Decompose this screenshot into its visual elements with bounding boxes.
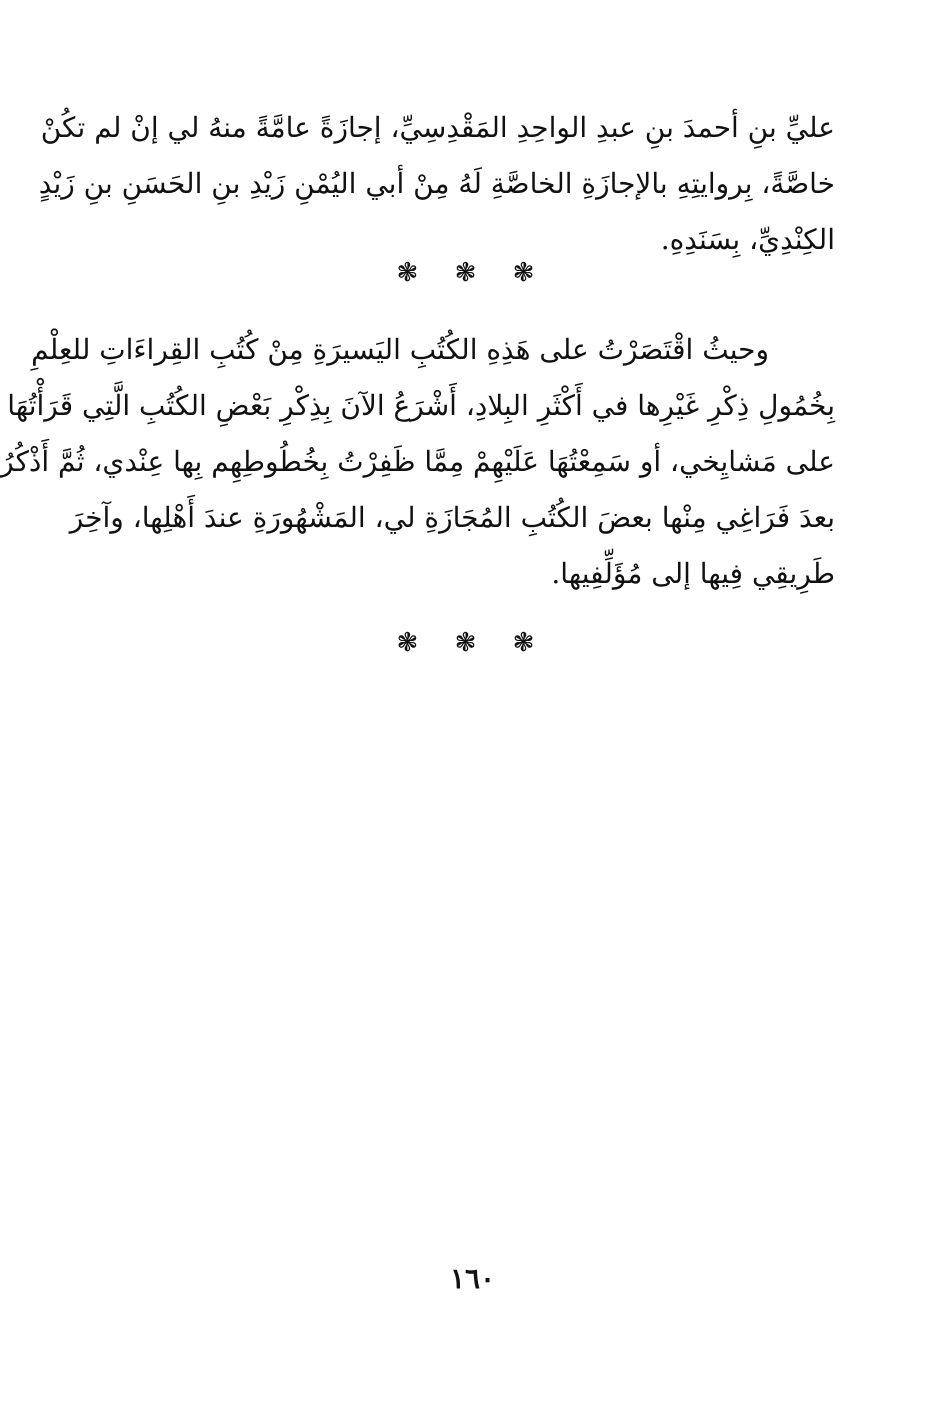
paragraph-continuation <box>38 100 835 268</box>
section-separator: ❃ ❃ ❃ <box>396 258 549 288</box>
paragraph-line: على مَشايِخي، أو سَمِعْتُهَا عَلَيْهِمْ مِمَّا ظَفِرْتُ بِخُطُوطِهِم بِها عِنْدي، ثُمَّ أَذْكُرُ <box>0 445 835 478</box>
paragraph-line: بِخُمُولِ ذِكْرِ غَيْرِها في أَكْثَرِ البِلادِ، أَشْرَعُ الآنَ بِذِكْرِ بَعْضِ الكُتُبِ الَّتِي قَرَأْتُهَا <box>7 389 835 422</box>
paragraph-line: الكِنْدِيِّ، بِسَنَدِهِ. <box>660 223 835 256</box>
paragraph-line: وحيثُ اقْتَصَرْتُ على هَذِهِ الكُتُبِ اليَسيرَةِ مِنْ كُتُبِ القِراءَاتِ للعِلْمِ <box>31 333 769 366</box>
section-separator: ❃ ❃ ❃ <box>396 628 549 658</box>
paragraph-line: طَرِيقِي فِيها إلى مُؤَلِّفِيها. <box>551 557 835 590</box>
paragraph-main <box>0 322 835 602</box>
paragraph-line: بعدَ فَرَاغِي مِنْها بعضَ الكُتُبِ المُجَازَةِ لي، المَشْهُورَةِ عندَ أَهْلِها، وآخِرَ <box>69 501 835 534</box>
paragraph-line: خاصَّةً، بِروايتِهِ بالإجازَةِ الخاصَّةِ لَهُ مِنْ أبي اليُمْنِ زَيْدِ بنِ الحَسَنِ بنِ زَيْدٍ <box>38 167 835 200</box>
page-number: ١٦٠ <box>449 1262 496 1295</box>
paragraph-line: عليِّ بنِ أحمدَ بنِ عبدِ الواحِدِ المَقْدِسِيِّ، إجازَةً عامَّةً منهُ لي إنْ لم تكُنْ <box>40 111 835 144</box>
